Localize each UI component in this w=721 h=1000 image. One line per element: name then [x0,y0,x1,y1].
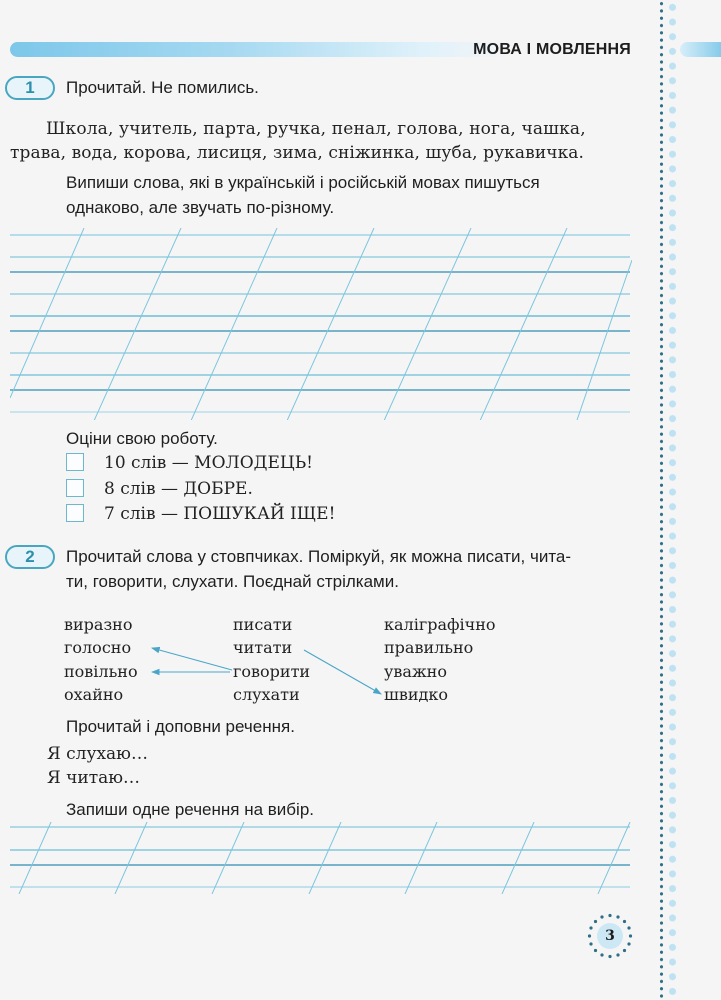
assessment-label-10: 10 слів — МОЛОДЕЦЬ! [104,453,313,473]
write-instruction: Запиши одне речення на вибір. [66,800,314,819]
self-assessment-title: Оціни свою роботу. [66,429,218,448]
word-middle-1[interactable]: писати [233,615,293,634]
word-middle-2[interactable]: читати [233,638,293,657]
assessment-label-7: 7 слів — ПОШУКАЙ ІЩЕ! [104,504,336,524]
word-list-line-1: Школа, учитель, парта, ручка, пенал, голова, нога, чашка, [46,119,586,139]
task-2-badge: 2 [5,545,55,569]
page-number: 3 [597,923,623,949]
assessment-checkbox-10[interactable] [66,453,84,471]
task-1-badge: 1 [5,76,55,100]
margin-dots-light [667,0,678,1000]
assessment-checkbox-7[interactable] [66,504,84,522]
task-1-instruction: Прочитай. Не помились. [66,78,259,97]
complete-instruction: Прочитай і доповни речення. [66,717,295,736]
margin-dots-dark [659,0,664,1000]
word-right-3[interactable]: уважно [384,662,447,681]
assessment-label-8: 8 слів — ДОБРЕ. [104,479,253,499]
section-title: МОВА І МОВЛЕННЯ [473,41,631,58]
sentence-slukhayu: Я слухаю… [47,744,148,764]
task-1-sub-instruction-1: Випиши слова, які в українській і російській мовах пишуться [66,173,540,192]
word-left-2[interactable]: голосно [64,638,132,657]
word-right-2[interactable]: правильно [384,638,474,657]
assessment-checkbox-8[interactable] [66,479,84,497]
task-1-sub-instruction-2: однаково, але звучать по-різному. [66,198,335,217]
word-left-3[interactable]: повільно [64,662,138,681]
sentence-chytayu: Я читаю… [47,768,141,788]
word-right-4[interactable]: швидко [384,685,449,704]
word-left-1[interactable]: виразно [64,615,133,634]
ruled-lines-1 [10,228,632,420]
header-band-edge [680,42,721,57]
writing-area-2[interactable] [10,822,632,894]
ruled-lines-2 [10,822,632,894]
word-right-1[interactable]: каліграфічно [384,615,496,634]
arrow-chytaty-shvydko [304,650,381,694]
task-2-instruction-1: Прочитай слова у стовпчиках. Поміркуй, як можна писати, чита- [66,547,572,566]
writing-area-1[interactable] [10,228,632,420]
word-middle-3[interactable]: говорити [233,662,311,681]
arrow-govoryty-golosno [152,648,232,670]
word-list-line-2: трава, вода, корова, лисиця, зима, сніжинка, шуба, рукавичка. [10,143,585,163]
word-middle-4[interactable]: слухати [233,685,300,704]
word-left-4[interactable]: охайно [64,685,124,704]
task-2-instruction-2: ти, говорити, слухати. Поєднай стрілками. [66,572,399,591]
